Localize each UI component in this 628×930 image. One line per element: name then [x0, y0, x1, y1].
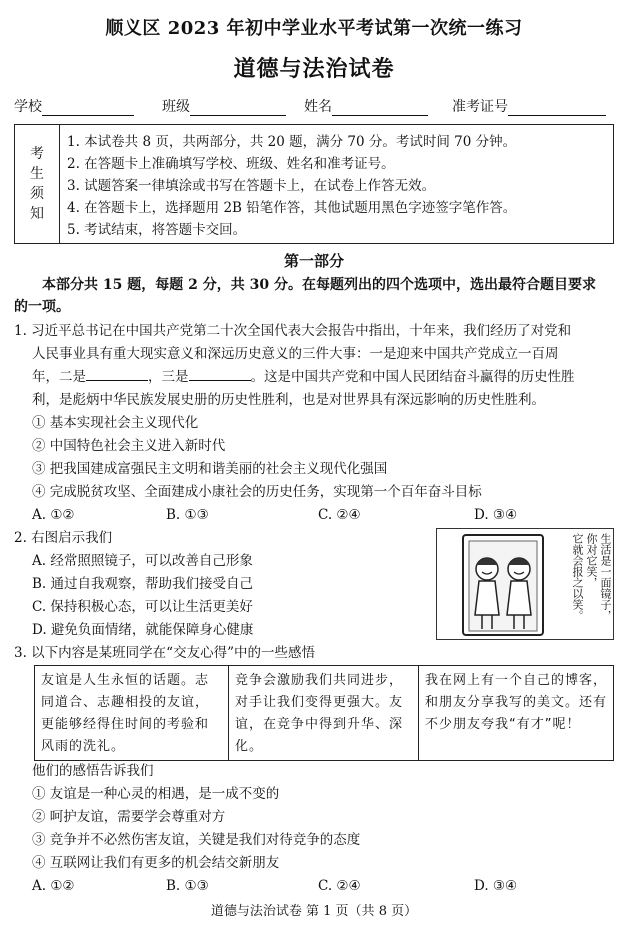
question-3-stem: 3. 以下内容是某班同学在“交友心得”中的一些感悟	[14, 645, 315, 661]
option-b[interactable]: B. ①③	[166, 878, 209, 894]
school-blank	[42, 99, 134, 116]
class-label: 班级	[162, 99, 190, 115]
exam-title: 顺义区 2023 年初中学业水平考试第一次统一练习	[105, 18, 523, 39]
class-blank	[190, 99, 286, 116]
school-field	[14, 96, 134, 116]
quote-cell: 友谊是人生永恒的话题。志同道合、志趣相投的友谊，更能够经得住时间的考验和风雨的洗礼。	[35, 666, 229, 760]
option-b[interactable]: B. 通过自我观察，帮助我们接受自己	[32, 576, 254, 592]
option-a[interactable]: A. 经常照照镜子，可以改善自己形象	[32, 553, 253, 569]
question-2: 2. 右图启示我们 A. 经常照照镜子，可以改善自己形象 B. 通过自我观察，帮助我们接受自己 C. 保持积极心态，可以让生活更美好 D. 避免负面情绪，就能保障身心健康	[14, 527, 434, 642]
answer-options	[14, 875, 614, 898]
option-c[interactable]: C. 保持积极心态，可以让生活更美好	[32, 599, 253, 615]
part-one-title: 第一部分	[283, 252, 344, 270]
class-field	[162, 96, 286, 116]
option-c[interactable]: C. ②④	[318, 507, 361, 523]
choice-item: ② 中国特色社会主义进入新时代	[32, 438, 226, 454]
option-a[interactable]: A. ①②	[32, 878, 75, 894]
option-a[interactable]: A. ①②	[32, 507, 75, 523]
answer-blank	[189, 366, 251, 381]
choice-item: ③ 把我国建成富强民主文明和谐美丽的社会主义现代化强国	[32, 461, 388, 477]
answer-blank	[86, 366, 148, 381]
part-one-instruction: 本部分共 15 题，每题 2 分，共 30 分。在每题列出的四个选项中，选出最符合题目要求 的一项。	[14, 277, 596, 315]
name-blank	[332, 99, 428, 116]
choice-item: ④ 完成脱贫攻坚、全面建成小康社会的历史任务，实现第一个百年奋斗目标	[32, 484, 482, 500]
quote-cell: 竞争会激励我们共同进步，对手让我们变得更强大。友谊，在竞争中得到升华、深化。	[229, 666, 419, 760]
choice-item: ② 呵护友谊，需要学会尊重对方	[32, 809, 226, 825]
choice-item: ① 基本实现社会主义现代化	[32, 415, 199, 431]
notice-item: 4. 在答题卡上，选择题用 2B 铅笔作答，其他试题用黑色字迹签字笔作答。	[67, 200, 517, 216]
option-d[interactable]: D. 避免负面情绪，就能保障身心健康	[32, 622, 254, 638]
question-3-body: 他们的感悟告诉我们 ① 友谊是一种心灵的相遇，是一成不变的 ② 呵护友谊，需要学会尊重对方 ③ 竞争并不必然伤害友谊，关键是我们对待竞争的态度 ④ 互联网让我们有更多的机会结交新朋友 A. ①② B. ①③ C. ②④ D. ③④	[14, 760, 614, 898]
page-footer: 道德与法治试卷 第 1 页（共 8 页）	[210, 904, 418, 919]
answer-options	[14, 504, 614, 527]
friendship-quotes-table	[34, 665, 614, 761]
choice-item: ④ 互联网让我们有更多的机会结交新朋友	[32, 855, 280, 871]
quote-cell: 我在网上有一个自己的博客，和朋友分享我写的美文。还有不少朋友夸我“有才”呢！	[425, 673, 608, 732]
subject-title: 道德与法治试卷	[233, 56, 395, 82]
mirror-cartoon-image	[436, 528, 614, 640]
question-1: 1. 习近平总书记在中国共产党第二十次全国代表大会报告中指出，十年来，我们经历了对党和 人民事业具有重大现实意义和深远历史意义的三件大事：一是迎来中国共产党成立一百周 年，二是 ，三是 。这是中国共产党和中国人民团结奋斗赢得的历史性胜 利，是彪炳中华民族发展史册的历史性胜利，也是对世界具有深远影响的历史性胜利。 ① 基本实现社会主义现代化 ② 中国特色社会主义进入新时代 ③ 把我国建成富强民主文明和谐美丽的社会主义现代化强国 ④ 完成脱贫攻坚、全面建成小康社会的历史任务，实现第一个百年奋斗目标 A. ①② B. ①③ C. ②④ D. ③④	[14, 320, 614, 527]
notice-item: 1. 本试卷共 8 页，共两部分，共 20 题，满分 70 分。考试时间 70 分钟。	[67, 134, 517, 150]
cartoon-caption: 生活是一面镜子， 你对它笑， 它就会报之以笑。	[571, 533, 612, 621]
name-field	[304, 96, 428, 116]
school-label: 学校	[14, 99, 42, 115]
exam-number-blank	[508, 99, 606, 116]
option-d[interactable]: D. ③④	[474, 878, 518, 894]
notice-item: 5. 考试结束，将答题卡交回。	[67, 222, 247, 238]
notice-items	[67, 131, 607, 241]
option-c[interactable]: C. ②④	[318, 878, 361, 894]
exam-number-label: 准考证号	[452, 99, 508, 115]
exam-number-field	[452, 96, 606, 116]
notice-item: 2. 在答题卡上准确填写学校、班级、姓名和准考证号。	[67, 156, 395, 172]
choice-item: ① 友谊是一种心灵的相遇，是一成不变的	[32, 786, 280, 802]
candidate-notice-box	[14, 124, 614, 244]
option-d[interactable]: D. ③④	[474, 507, 518, 523]
name-label: 姓名	[304, 99, 332, 115]
option-b[interactable]: B. ①③	[166, 507, 209, 523]
choice-item: ③ 竞争并不必然伤害友谊，关键是我们对待竞争的态度	[32, 832, 361, 848]
notice-item: 3. 试题答案一律填涂或书写在答题卡上，在试卷上作答无效。	[67, 178, 436, 194]
notice-label: 考 生 须 知	[15, 125, 60, 243]
candidate-info-row	[14, 96, 614, 118]
